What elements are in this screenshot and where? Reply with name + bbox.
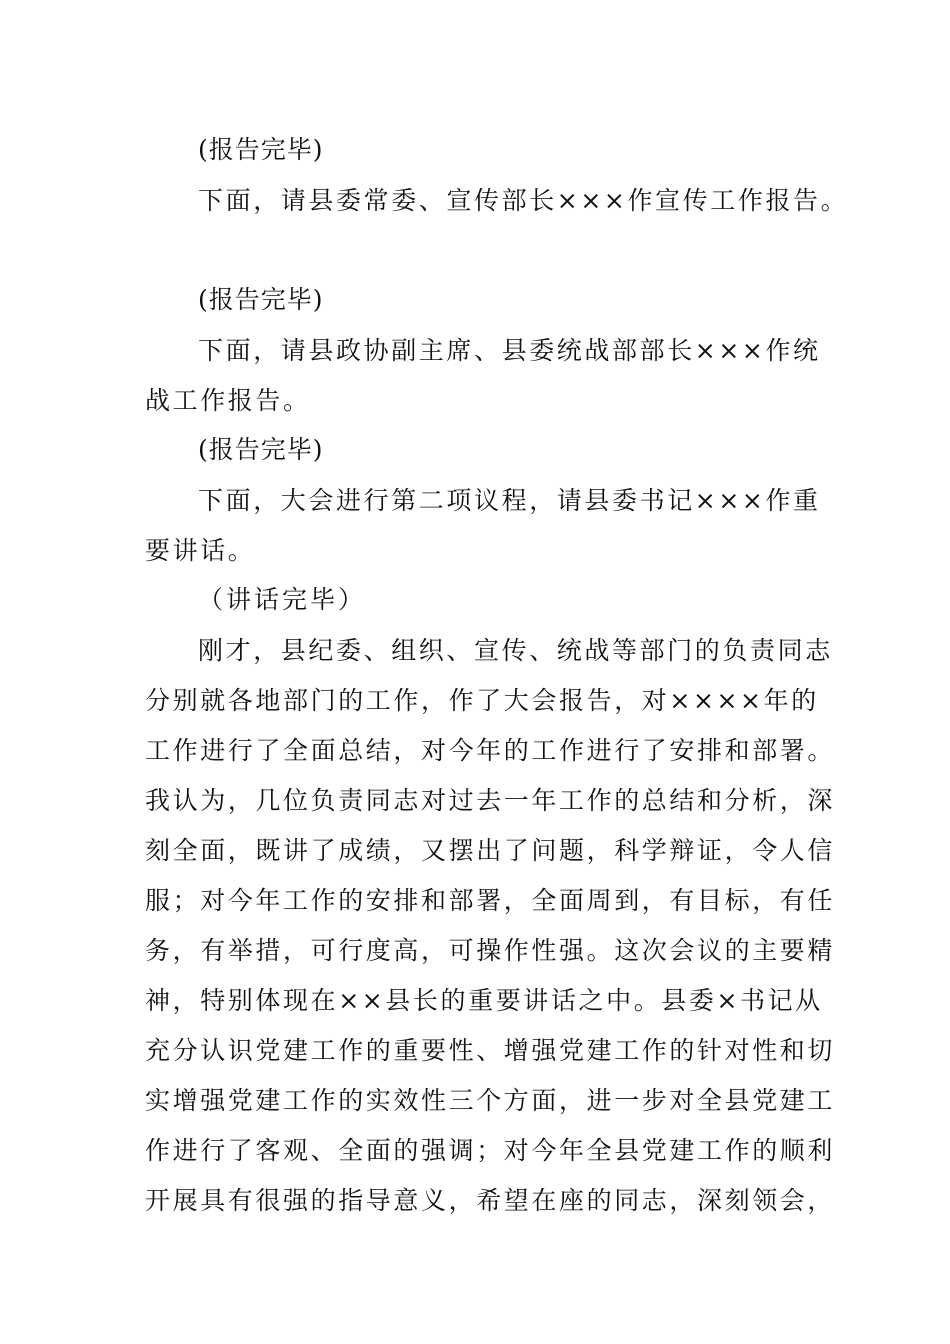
paragraph-line: 充分认识党建工作的重要性、增强党建工作的针对性和切 xyxy=(145,1036,836,1065)
paragraph-line: 我认为，几位负责同志对过去一年工作的总结和分析，深 xyxy=(145,786,836,815)
paragraph-line: 刚才，县纪委、组织、宣传、统战等部门的负责同志 xyxy=(198,636,833,665)
report-end-note: (报告完毕) xyxy=(198,435,324,464)
paragraph-line: 下面，请县委常委、宣传部长×××作宣传工作报告。 xyxy=(198,186,849,215)
paragraph-line: 工作进行了全面总结，对今年的工作进行了安排和部署。 xyxy=(145,736,836,765)
paragraph-line: 分别就各地部门的工作，作了大会报告，对××××年的 xyxy=(145,686,819,715)
paragraph-line: 要讲话。 xyxy=(145,536,256,565)
paragraph-line: 神，特别体现在××县长的重要讲话之中。县委×书记从 xyxy=(145,986,823,1015)
paragraph-line: 下面，大会进行第二项议程，请县委书记×××作重 xyxy=(198,486,821,515)
speech-end-note: （讲话完毕） xyxy=(198,585,367,614)
report-end-note: (报告完毕) xyxy=(198,285,324,314)
paragraph-line: 下面，请县政协副主席、县委统战部部长×××作统 xyxy=(198,336,821,365)
report-end-note: (报告完毕) xyxy=(198,135,324,164)
paragraph-line: 实增强党建工作的实效性三个方面，进一步对全县党建工 xyxy=(145,1086,836,1115)
paragraph-line: 刻全面，既讲了成绩，又摆出了问题，科学辩证，令人信 xyxy=(145,836,836,865)
paragraph-line: 作进行了客观、全面的强调；对今年全县党建工作的顺利 xyxy=(145,1136,836,1165)
paragraph-line: 服；对今年工作的安排和部署，全面周到，有目标，有任 xyxy=(145,886,836,915)
paragraph-line: 开展具有很强的指导意义，希望在座的同志，深刻领会， xyxy=(145,1186,836,1215)
paragraph-line: 务，有举措，可行度高，可操作性强。这次会议的主要精 xyxy=(145,936,836,965)
paragraph-line: 战工作报告。 xyxy=(145,386,311,415)
